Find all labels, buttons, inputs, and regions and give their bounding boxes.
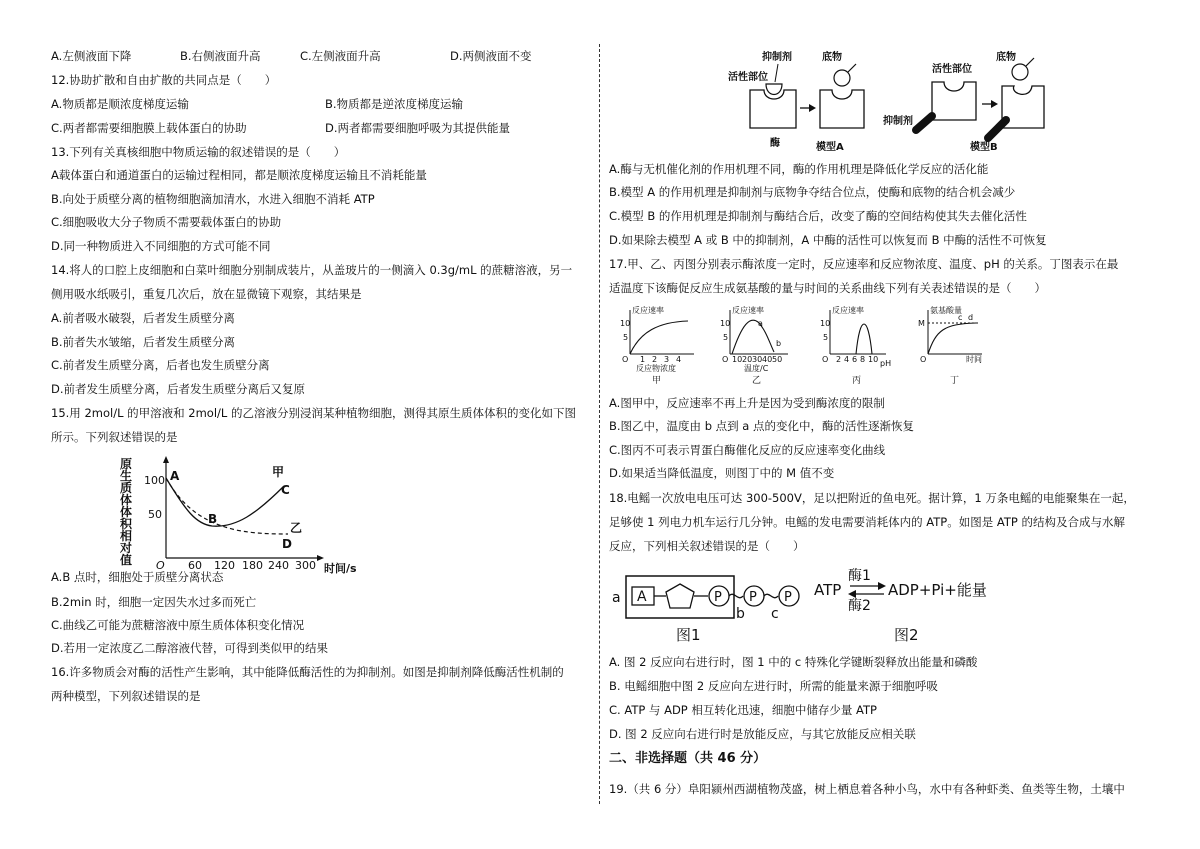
bing-x-label: pH [880,359,892,368]
jia-y-tick: 5 [623,333,629,342]
bing-graph-name: 丙 [852,376,862,386]
graph-ylabel-char: 相 [120,529,133,543]
point-b-label: B [208,512,218,526]
yi-point-a: a [758,319,763,328]
q15-option-c: C.曲线乙可能为蔗糖溶液中原生质体体积变化情况 [51,618,305,632]
q17-stem-line2: 适温度下该酶促反应生成氨基酸的量与时间的关系曲线下列有关表述错误的是（ ） [609,281,1046,295]
series-jia-label: 甲 [272,465,285,479]
high-energy-bond-b [729,594,743,597]
model-a-inhibitor-leader [775,64,778,82]
graph-ylabel-char: 质 [120,481,133,495]
yi-curve [732,320,774,354]
graph-ylabel-char: 值 [120,553,133,567]
graph-origin: O [156,559,165,572]
q12-option-d: D.两者都需要细胞呼吸为其提供能量 [325,121,511,135]
high-energy-bond-c [764,594,778,597]
graph-ylabel-char: 对 [120,541,133,555]
phosphate-2-label: P [749,590,757,605]
bing-rate-label: 反应速率 [832,306,864,315]
q14-stem-line1: 14.将人的口腔上皮细胞和白菜叶细胞分别制成装片，从盖玻片的一侧滴入 0.3g/mL 的蔗糖溶液，另一 [51,263,573,277]
q13-option-c: C.细胞吸收大分子物质不需要载体蛋白的协助 [51,215,282,229]
jia-rate-label: 反应速率 [632,306,664,315]
q13-stem: 13.下列有关真核细胞中物质运输的叙述错误的是（ ） [51,145,346,159]
model-a-arrowhead [809,104,816,112]
label-a: a [612,590,621,606]
jia-curve [630,321,688,354]
ding-curve [928,323,976,354]
graph-ylabel-char: 生 [120,469,133,483]
q15-option-d: D.若用一定浓度乙二醇溶液代替，可得到类似甲的结果 [51,641,329,655]
q15-stem-line2: 所示。下列叙述错误的是 [51,430,178,444]
bing-x-tick: 8 [860,355,866,364]
q18-option-c: C. ATP 与 ADP 相互转化迅速，细胞中储存少量 ATP [609,703,877,717]
q16-option-d: D.如果除去模型 A 或 B 中的抑制剂，A 中酶的活性可以恢复而 B 中酶的活性不可恢复 [609,233,1047,247]
ding-point-c: c [958,313,963,322]
model-b-inhibitor-bound [988,120,1006,138]
yi-graph-name: 乙 [752,376,762,386]
label-b: b [736,606,745,622]
point-d-label: D [282,537,292,551]
q14-option-a: A.前者吸水破裂，后者发生质壁分离 [51,311,235,325]
model-a-active-site-label: 活性部位 [728,72,768,83]
reverse-arrowhead [848,590,856,598]
x-tick: 300 [295,559,316,572]
x-axis-label: 时间/s [324,562,357,574]
phosphate-1-label: P [714,590,722,605]
q15-volume-graph [116,456,366,574]
yi-x-tick: 50 [772,355,783,364]
q15-option-a: A.B 点时，细胞处于质壁分离状态 [51,570,224,584]
enzyme1-label: 酶1 [848,568,871,584]
bing-origin: O [822,355,829,364]
model-b-title: 模型B [970,142,998,153]
jia-x-tick: 4 [676,355,682,364]
bing-y-tick: 10 [820,319,831,328]
model-b-substrate-shape [1012,64,1028,80]
q15-option-b: B.2min 时，细胞一定因失水过多而死亡 [51,595,257,609]
x-tick: 120 [214,559,235,572]
point-a-label: A [170,469,180,483]
yi-y-tick: 5 [723,333,729,342]
yi-y-tick: 10 [720,319,731,328]
q14-stem-line2: 侧用吸水纸吸引，重复几次后，放在显微镜下观察，其结果是 [51,287,362,301]
ribose-pentagon [666,584,694,608]
jia-x-tick: 2 [652,355,658,364]
q17-option-d: D.如果适当降低温度，则图丁中的 M 值不变 [609,466,835,480]
graph-ylabel-char: 体 [120,493,133,507]
q18-option-d: D. 图 2 反应向右进行时是放能反应，与其它放能反应相关联 [609,727,916,741]
x-tick: 60 [188,559,202,572]
q16-option-c: C.模型 B 的作用机理是抑制剂与酶结合后，改变了酶的空间结构使其失去催化活性 [609,209,1027,223]
jia-origin: O [622,355,629,364]
model-a-enzyme-left [750,90,796,128]
adenine-label: A [637,589,647,605]
model-b-enzyme-left [932,82,976,120]
yi-point-b: b [776,339,782,348]
q12-option-b: B.物质都是逆浓度梯度运输 [325,97,464,111]
q14-option-c: C.前者发生质壁分离，后者也发生质壁分离 [51,358,270,372]
model-b-active-site-label: 活性部位 [932,64,972,75]
q17-stem-line1: 17.甲、乙、丙图分别表示酶浓度一定时，反应速率和反应物浓度、温度、pH 的关系。丁图表示在最 [609,257,1119,271]
q18-option-a: A. 图 2 反应向右进行时，图 1 中的 c 特殊化学键断裂释放出能量和磷酸 [609,655,978,669]
model-a-inhibitor-shape [766,84,782,95]
ding-origin: O [920,355,927,364]
jia-x-label: 反应物浓度 [636,364,676,373]
ding-point-d: d [968,313,974,322]
model-a-enzyme-right [820,90,864,128]
jia-graph-name: 甲 [652,376,662,386]
q14-option-d: D.前者发生质壁分离，后者发生质壁分离后又复原 [51,382,306,396]
graph-ylabel-char: 体 [120,505,133,519]
q18-atp-figures [608,562,1000,648]
q13-option-d: D.同一种物质进入不同细胞的方式可能不同 [51,239,271,253]
column-divider [599,44,600,804]
ding-m-label: M [918,319,925,328]
series-yi-label: 乙 [290,521,303,535]
yi-x-label: 温度/C [744,364,769,373]
q12-option-a: A.物质都是顺浓度梯度运输 [51,97,189,111]
x-tick: 240 [268,559,289,572]
yi-x-tick: 20 [742,355,753,364]
q13-option-a: A载体蛋白和通道蛋白的运输过程相同，都是顺浓度梯度运输且不消耗能量 [51,168,427,182]
q16-enzyme-models [720,46,1070,156]
q18-stem-line2: 足够使 1 列电力机车运行几分钟。电鳐的发电需要消耗体内的 ATP。如图是 ATP 的结构及合成与水解 [609,515,1125,529]
model-b-inhibitor-label: 抑制剂 [883,116,913,127]
jia-x-tick: 1 [640,355,646,364]
q17-option-a: A.图甲中，反应速率不再上升是因为受到酶浓度的限制 [609,396,885,410]
fig1-caption: 图1 [676,626,701,644]
model-b-inhibitor-shape [916,116,932,130]
model-a-enzyme-label: 酶 [770,138,780,149]
model-a-substrate-arrow [848,64,856,72]
q11-option-b: B.右侧液面升高 [180,49,261,63]
enzyme2-label: 酶2 [848,598,871,614]
jia-x-tick: 3 [664,355,670,364]
yi-rate-label: 反应速率 [732,306,764,315]
graph-ylabel-char: 原 [120,457,133,471]
q17-option-b: B.图乙中，温度由 b 点到 a 点的变化中，酶的活性逐渐恢复 [609,419,915,433]
q16-stem-line2: 两种模型，下列叙述错误的是 [51,689,201,703]
label-c: c [771,606,779,622]
bing-x-tick: 2 [836,355,842,364]
bing-x-tick: 6 [852,355,858,364]
model-a-title: 模型A [816,142,844,153]
atp-label: ATP [814,581,842,599]
yi-x-tick: 30 [752,355,763,364]
model-b-substrate-label: 底物 [996,52,1016,63]
section-heading: 二、非选择题（共 46 分） [609,751,767,766]
yi-x-tick: 10 [732,355,743,364]
q16-stem-line1: 16.许多物质会对酶的活性产生影响，其中能降低酶活性的为抑制剂。如图是抑制剂降低酶活性机制的 [51,665,564,679]
bing-y-tick: 5 [823,333,829,342]
q11-option-d: D.两侧液面不变 [450,49,532,63]
yi-origin: O [722,355,729,364]
q14-option-b: B.前者失水皱缩，后者发生质壁分离 [51,335,236,349]
q17-four-graphs [618,304,988,386]
q11-option-c: C.左侧液面升高 [300,49,381,63]
bing-curve [856,324,872,354]
graph-ylabel-char: 积 [120,517,133,531]
jia-y-tick: 10 [620,319,631,328]
ding-graph-name: 丁 [950,376,960,386]
q18-stem-line3: 反应，下列相关叙述错误的是（ ） [609,539,805,553]
bing-x-tick: 10 [868,355,879,364]
q15-stem-line1: 15.用 2mol/L 的甲溶液和 2mol/L 的乙溶液分别浸润某种植物细胞，测得其原生质体体积的变化如下图 [51,406,576,420]
point-c-label: C [281,483,290,497]
fig2-caption: 图2 [894,626,919,644]
q11-option-a: A.左侧液面下降 [51,49,132,63]
ding-y-label: 氨基酸量 [930,306,962,315]
ding-x-label: 时间 [966,355,982,364]
model-a-substrate-label: 底物 [822,52,842,63]
q18-option-b: B. 电鳐细胞中图 2 反应向左进行时，所需的能量来源于细胞呼吸 [609,679,938,693]
model-b-substrate-arrow [1026,58,1034,66]
q17-option-c: C.图丙不可表示胃蛋白酶催化反应的反应速率变化曲线 [609,443,886,457]
q16-option-a: A.酶与无机催化剂的作用机理不同，酶的作用机理是降低化学反应的活化能 [609,162,989,176]
q18-stem-line1: 18.电鳐一次放电电压可达 300-500V，足以把附近的鱼电死。据计算，1 万条电鳐的电能聚集在一起， [609,491,1135,505]
model-a-inhibitor-label: 抑制剂 [762,52,792,63]
y-axis-arrow [163,456,169,463]
q16-option-b: B.模型 A 的作用机理是抑制剂与底物争夺结合位点，使酶和底物的结合机会减少 [609,185,1016,199]
forward-arrowhead [878,582,886,590]
model-b-arrowhead [991,100,998,108]
q13-option-b: B.向处于质壁分离的植物细胞滴加清水，水进入细胞不消耗 ATP [51,192,375,206]
x-axis-arrow [317,555,324,561]
model-a-substrate-shape [834,70,850,86]
bing-x-tick: 4 [844,355,850,364]
y-tick-100: 100 [144,474,165,487]
q19-stem: 19.（共 6 分）阜阳颍州西湖植物茂盛，树上栖息着各种小鸟，水中有各种虾类、鱼类等生物，土壤中 [609,782,1125,796]
phosphate-3-label: P [784,590,792,605]
q12-option-c: C.两者都需要细胞膜上载体蛋白的协助 [51,121,247,135]
yi-x-tick: 40 [762,355,773,364]
q12-stem: 12.协助扩散和自由扩散的共同点是（ ） [51,73,277,87]
y-tick-50: 50 [148,508,162,521]
x-tick: 180 [242,559,263,572]
reaction-products: ADP+Pi+能量 [888,581,987,599]
